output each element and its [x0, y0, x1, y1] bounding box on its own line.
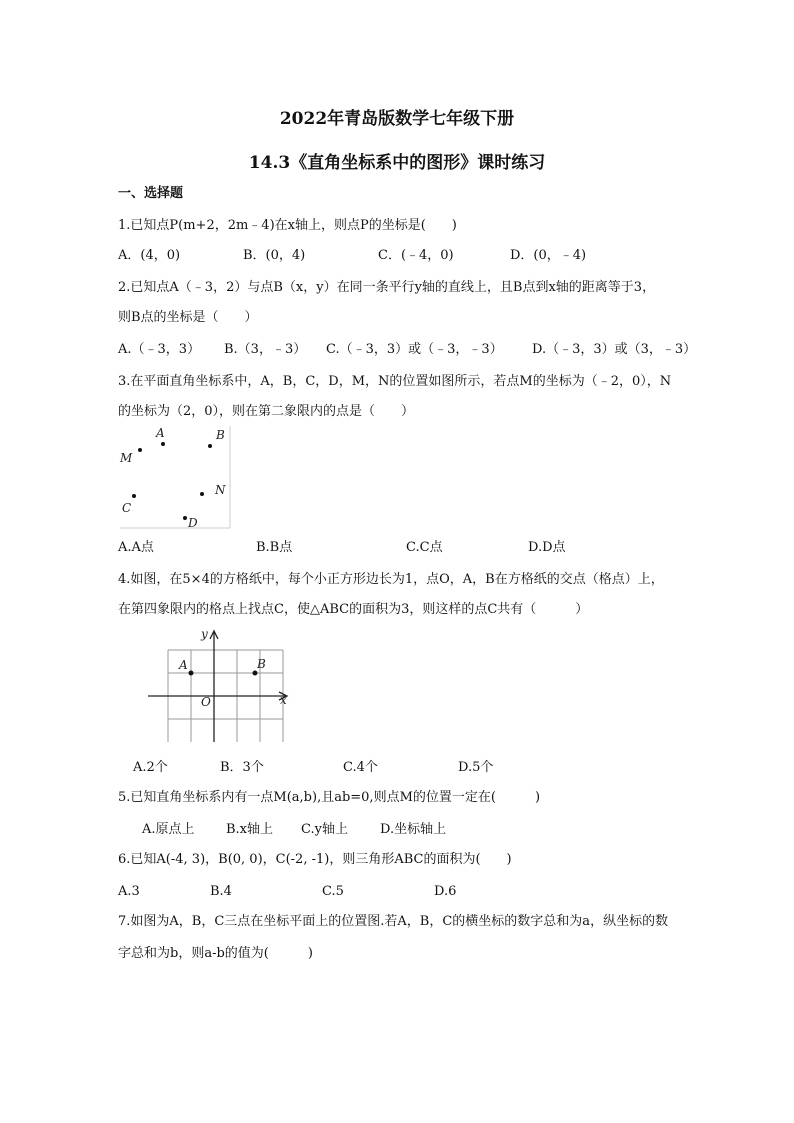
- q6-option-d: D.6: [434, 884, 457, 899]
- q4-option-a: A.2个: [133, 760, 168, 775]
- q3-figure: [118, 424, 236, 532]
- q6-stem: 6.已知A(-4, 3)，B(0, 0)，C(-2, -1)，则三角形ABC的面积为( ): [118, 852, 512, 867]
- doc-subtitle: 14.3《直角坐标系中的图形》课时练习: [248, 153, 546, 173]
- q4-label-a: A: [179, 658, 188, 672]
- q6-option-c: C.5: [322, 884, 344, 899]
- q7-stem-line2: 字总和为b，则a-b的值为( ): [118, 946, 313, 961]
- q1-option-b: B．(0，4): [243, 248, 306, 263]
- q3-stem-line2: 的坐标为（2，0），则在第二象限内的点是（ ）: [118, 404, 415, 419]
- q3-option-d: D.D点: [528, 540, 566, 555]
- q4-stem-line2: 在第四象限内的格点上找点C，使△ABC的面积为3，则这样的点C共有（ ）: [118, 602, 589, 617]
- q3-option-a: A.A点: [118, 540, 154, 555]
- q3-label-n: N: [215, 483, 226, 497]
- q3-label-d: D: [188, 516, 198, 530]
- q3-label-b: B: [216, 428, 225, 442]
- q5-option-d: D.坐标轴上: [380, 822, 447, 837]
- q4-option-c: C.4个: [343, 760, 378, 775]
- section-heading: 一、选择题: [118, 186, 184, 201]
- q3-label-m: M: [120, 451, 133, 465]
- q2-option-b: B.（3，﹣3）: [224, 342, 307, 357]
- q3-point-m: [138, 448, 142, 452]
- q1-option-c: C．(﹣4，0): [378, 248, 454, 263]
- q3-point-a: [161, 442, 165, 446]
- q4-option-b: B．3个: [220, 760, 264, 775]
- q4-point-a: [189, 671, 194, 676]
- q2-option-d: D.（﹣3，3）或（3，﹣3）: [532, 342, 697, 357]
- q4-point-b: [253, 671, 258, 676]
- q3-stem-line1: 3.在平面直角坐标系中，A，B，C，D，M，N的位置如图所示，若点M的坐标为（﹣2，0），N: [118, 374, 672, 389]
- q5-stem: 5.已知直角坐标系内有一点M(a,b),且ab=0,则点M的位置一定在( ): [118, 790, 541, 805]
- q4-option-d: D.5个: [458, 760, 494, 775]
- q5-option-a: A.原点上: [142, 822, 195, 837]
- q1-option-a: A．(4，0): [118, 248, 181, 263]
- q2-stem-line2: 则B点的坐标是（ ）: [118, 310, 258, 325]
- q4-stem-line1: 4.如图，在5×4的方格纸中，每个小正方形边长为1，点O，A，B在方格纸的交点（格点）上，: [118, 572, 664, 587]
- q4-label-x: x: [280, 693, 287, 707]
- q7-stem-line1: 7.如图为A，B，C三点在坐标平面上的位置图.若A，B，C的横坐标的数字总和为a，纵坐标的数: [118, 914, 669, 929]
- q5-option-c: C.y轴上: [301, 822, 348, 837]
- q3-label-a: A: [156, 426, 165, 440]
- q4-label-o: O: [201, 695, 211, 709]
- q1-stem: 1.已知点P(m+2，2m﹣4)在x轴上，则点P的坐标是( ): [118, 218, 457, 233]
- q2-option-a: A.（﹣3，3）: [118, 342, 201, 357]
- q3-option-b: B.B点: [256, 540, 293, 555]
- q4-grid-figure: [145, 628, 295, 746]
- q3-point-b: [208, 444, 212, 448]
- q3-option-c: C.C点: [406, 540, 443, 555]
- q3-point-c: [132, 494, 136, 498]
- q2-option-c: C.（﹣3，3）或（﹣3，﹣3）: [326, 342, 503, 357]
- q3-label-c: C: [122, 501, 132, 515]
- q4-label-y: y: [201, 627, 208, 641]
- q3-point-d: [183, 516, 187, 520]
- doc-title: 2022年青岛版数学七年级下册: [279, 109, 515, 129]
- q6-option-b: B.4: [210, 884, 232, 899]
- q5-option-b: B.x轴上: [226, 822, 274, 837]
- q1-option-d: D．(0，﹣4): [510, 248, 587, 263]
- q6-option-a: A.3: [118, 884, 140, 899]
- q3-point-n: [200, 492, 204, 496]
- q2-stem-line1: 2.已知点A（﹣3，2）与点B（x，y）在同一条平行y轴的直线上，且B点到x轴的距离等于3，: [118, 280, 656, 295]
- q4-label-b: B: [257, 657, 266, 671]
